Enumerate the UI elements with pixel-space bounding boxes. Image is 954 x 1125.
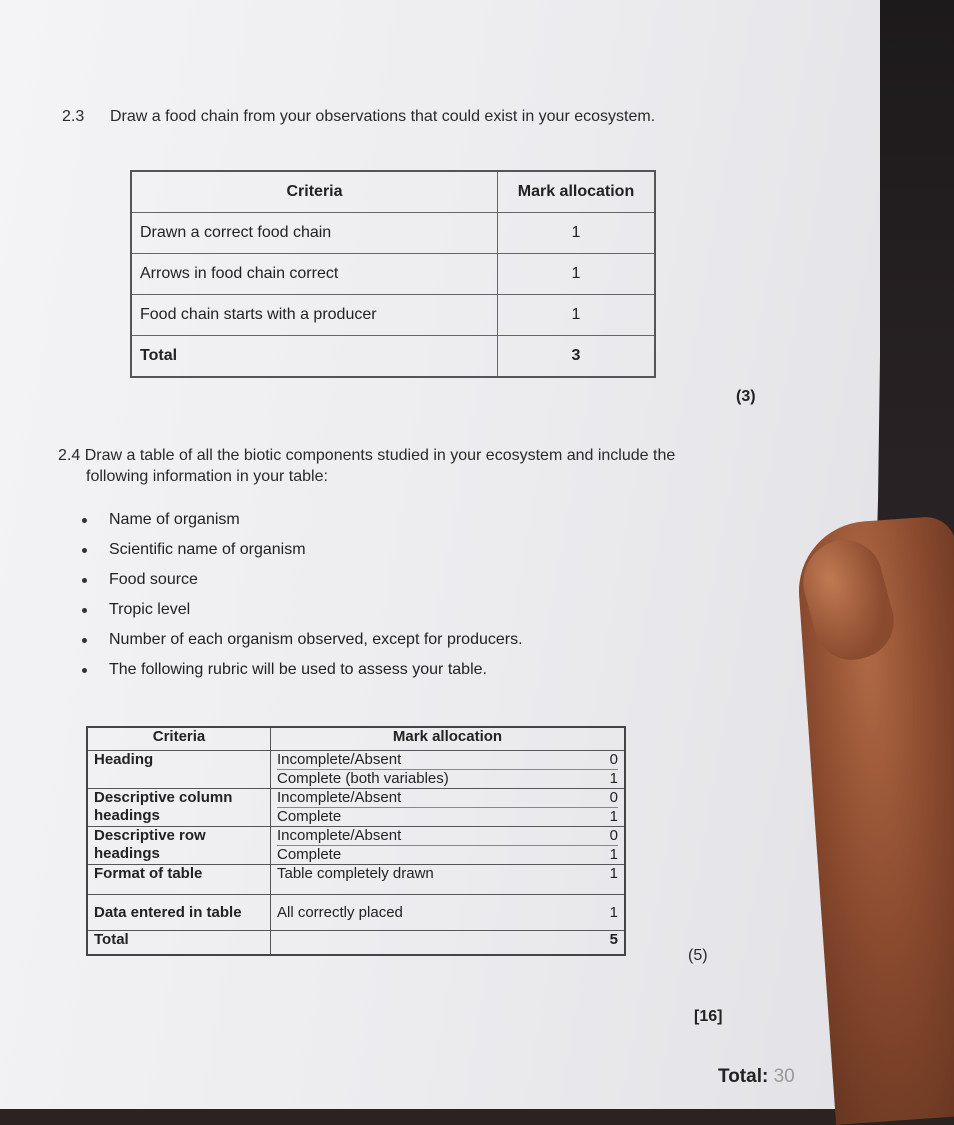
allocation-line xyxy=(277,770,618,788)
q24-bullet-list xyxy=(82,505,523,685)
list-item xyxy=(82,565,523,595)
allocation-line xyxy=(277,751,618,770)
list-item xyxy=(82,595,523,625)
table-cell-mark: 1 xyxy=(498,254,656,295)
allocation-line xyxy=(277,931,618,949)
allocation-desc: Complete (both variables) xyxy=(277,770,449,787)
table-cell-allocation xyxy=(271,789,626,827)
table-cell-mark: 3 xyxy=(498,336,656,378)
table-cell-criteria: Total xyxy=(131,336,498,378)
allocation-mark: 0 xyxy=(609,751,618,768)
table-header-mark: Mark allocation xyxy=(498,171,656,213)
allocation-desc: Complete xyxy=(277,846,342,863)
allocation-desc: Table completely drawn xyxy=(277,865,434,882)
table-header-row xyxy=(131,171,655,213)
table-row xyxy=(131,213,655,254)
table-cell-criteria: Total xyxy=(87,931,271,955)
table-cell-mark: 1 xyxy=(498,295,656,336)
allocation-line xyxy=(277,904,618,922)
list-item-text: Number of each organism observed, except for producers. xyxy=(109,631,523,648)
allocation-desc: Complete xyxy=(277,808,342,825)
list-item-text: Food source xyxy=(109,571,198,588)
bullet-icon xyxy=(82,638,87,643)
table-cell-criteria: Data entered in table xyxy=(87,895,271,931)
bullet-icon xyxy=(82,578,87,583)
list-item-text: The following rubric will be used to assess your table. xyxy=(109,661,487,678)
allocation-line xyxy=(277,808,618,826)
table-row xyxy=(87,827,625,865)
table-header-row xyxy=(87,727,625,751)
allocation-line xyxy=(277,789,618,808)
list-item xyxy=(82,505,523,535)
table-header-criteria: Criteria xyxy=(131,171,498,213)
table-cell-allocation xyxy=(271,865,626,895)
table-cell-allocation xyxy=(271,827,626,865)
q24-text-line1: 2.4 Draw a table of all the biotic components studied in your ecosystem and include the xyxy=(58,447,676,464)
table-cell-allocation xyxy=(271,931,626,955)
table-row-total xyxy=(131,336,655,378)
allocation-mark: 5 xyxy=(609,931,618,948)
allocation-line xyxy=(277,865,618,883)
q24-text-line2: following information in your table: xyxy=(86,468,328,485)
allocation-mark: 1 xyxy=(609,770,618,787)
allocation-mark: 1 xyxy=(609,865,618,882)
allocation-desc: Incomplete/Absent xyxy=(277,751,402,768)
q24-rubric-table xyxy=(86,726,626,956)
table-row xyxy=(87,789,625,827)
table-row xyxy=(87,895,625,931)
table-header-mark: Mark allocation xyxy=(271,727,626,751)
list-item-text: Scientific name of organism xyxy=(109,541,306,558)
table-cell-criteria: Format of table xyxy=(87,865,271,895)
allocation-mark: 1 xyxy=(609,903,618,921)
table-cell-mark: 1 xyxy=(498,213,656,254)
allocation-mark: 0 xyxy=(609,827,618,844)
allocation-mark: 1 xyxy=(609,846,618,863)
table-header-criteria: Criteria xyxy=(87,727,271,751)
q23-text: Draw a food chain from your observations that could exist in your ecosystem. xyxy=(110,108,656,125)
table-cell-criteria: Arrows in food chain correct xyxy=(131,254,498,295)
table-cell-criteria: Food chain starts with a producer xyxy=(131,295,498,336)
list-item xyxy=(82,655,523,685)
table-row xyxy=(87,751,625,789)
table-cell-criteria: Descriptive column headings xyxy=(87,789,271,827)
table-row-total xyxy=(87,931,625,955)
table-row xyxy=(131,254,655,295)
table-cell-criteria: Descriptive row headings xyxy=(87,827,271,865)
grand-total-value: 30 xyxy=(773,1066,795,1087)
table-cell-allocation xyxy=(271,895,626,931)
list-item xyxy=(82,535,523,565)
bullet-icon xyxy=(82,668,87,673)
allocation-desc: Incomplete/Absent xyxy=(277,789,402,806)
allocation-line xyxy=(277,846,618,864)
bullet-icon xyxy=(82,518,87,523)
q23-marks: (3) xyxy=(736,388,756,405)
allocation-line xyxy=(277,827,618,846)
grand-total-label: Total: xyxy=(718,1066,769,1087)
bullet-icon xyxy=(82,548,87,553)
bullet-icon xyxy=(82,608,87,613)
table-row xyxy=(131,295,655,336)
q23-number: 2.3 xyxy=(62,108,85,125)
section-total: [16] xyxy=(694,1008,723,1025)
grand-total xyxy=(718,1066,795,1088)
q23-criteria-table xyxy=(130,170,656,378)
allocation-mark: 1 xyxy=(609,808,618,825)
q24-marks: (5) xyxy=(688,947,708,964)
table-cell-criteria: Heading xyxy=(87,751,271,789)
allocation-desc: Incomplete/Absent xyxy=(277,827,402,844)
table-cell-criteria: Drawn a correct food chain xyxy=(131,213,498,254)
allocation-mark: 0 xyxy=(609,789,618,806)
table-row xyxy=(87,865,625,895)
list-item-text: Tropic level xyxy=(109,601,191,618)
table-cell-allocation xyxy=(271,751,626,789)
allocation-desc: All correctly placed xyxy=(277,903,403,921)
list-item xyxy=(82,625,523,655)
list-item-text: Name of organism xyxy=(109,511,240,528)
